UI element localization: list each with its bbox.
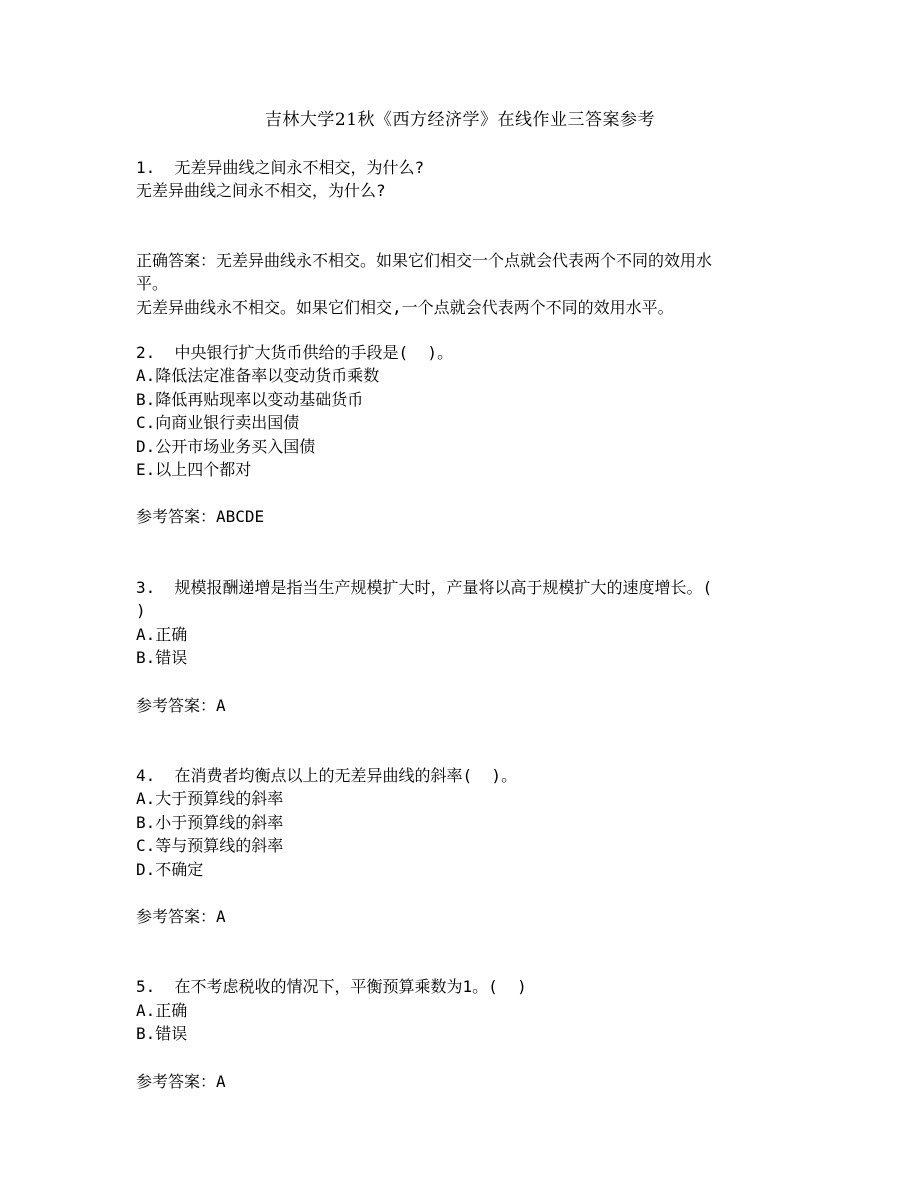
question-1-text: 1. 无差异曲线之间永不相交，为什么? (136, 158, 425, 177)
document-title: 吉林大学21秋《西方经济学》在线作业三答案参考 (264, 110, 656, 130)
question-3-option-b: B.错误 (136, 648, 188, 668)
question-4-option-c: C.等与预算线的斜率 (136, 836, 284, 856)
question-4-answer: 参考答案：A (136, 906, 226, 926)
question-4 (136, 764, 796, 928)
question-5 (136, 975, 796, 1093)
question-1-answer-line-1: 正确答案：无差异曲线永不相交。如果它们相交一个点就会代表两个不同的效用水 (136, 250, 713, 270)
question-5-option-b: B.错误 (136, 1024, 188, 1044)
question-1 (136, 156, 796, 319)
question-2-text: 2. 中央银行扩大货币供给的手段是( )。 (136, 343, 454, 363)
document-body (136, 156, 796, 1093)
question-3-text-line-2: ) (136, 601, 146, 621)
question-2-option-a: A.降低法定准备率以变动货币乘数 (136, 366, 380, 386)
question-2-option-e: E.以上四个都对 (136, 460, 252, 480)
question-4-option-b: B.小于预算线的斜率 (136, 812, 284, 832)
question-3-text-line-1: 3. 规模报酬递增是指当生产规模扩大时，产量将以高于规模扩大的速度增长。( (136, 577, 713, 597)
question-2-option-c: C.向商业银行卖出国债 (136, 413, 300, 433)
question-2-answer: 参考答案：ABCDE (136, 507, 265, 527)
question-4-option-a: A.大于预算线的斜率 (136, 789, 284, 809)
question-4-text: 4. 在消费者均衡点以上的无差异曲线的斜率( )。 (136, 765, 518, 785)
question-2-option-b: B.降低再贴现率以变动基础货币 (136, 389, 364, 409)
question-1-answer-line-2: 平。 (136, 274, 169, 294)
question-3 (136, 576, 796, 717)
question-2 (136, 341, 796, 529)
question-1-answer-line-3: 无差异曲线永不相交。如果它们相交,一个点就会代表两个不同的效用水平。 (136, 297, 674, 317)
question-5-option-a: A.正确 (136, 1000, 188, 1020)
question-5-text: 5. 在不考虑税收的情况下，平衡预算乘数为1。( ) (136, 977, 527, 997)
question-1-restatement: 无差异曲线之间永不相交，为什么? (136, 181, 386, 201)
question-2-option-d: D.公开市场业务买入国债 (136, 436, 316, 456)
question-3-option-a: A.正确 (136, 624, 188, 644)
question-5-answer: 参考答案：A (136, 1071, 226, 1091)
question-4-option-d: D.不确定 (136, 859, 204, 879)
question-3-answer: 参考答案：A (136, 695, 226, 715)
